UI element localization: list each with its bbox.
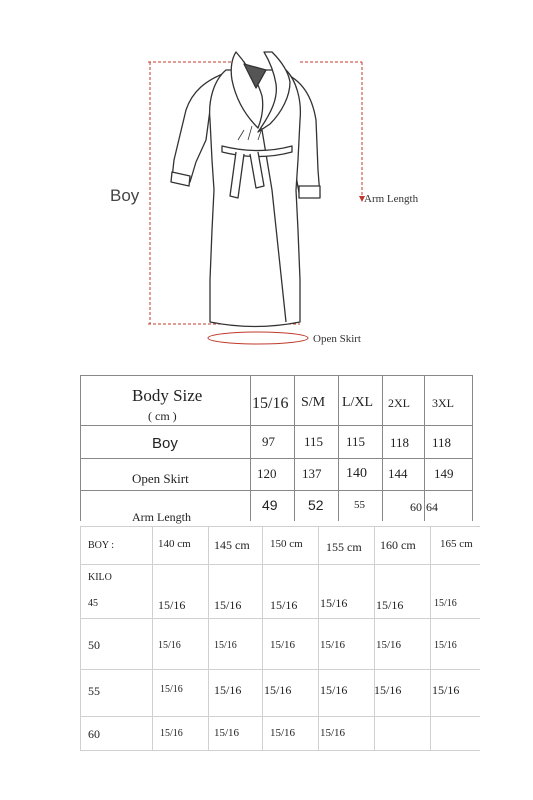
robe-illustration xyxy=(0,0,533,360)
height-header: 165 cm xyxy=(440,538,473,550)
size-header: L/XL xyxy=(342,395,374,410)
size-table xyxy=(80,375,473,524)
size-header: 3XL xyxy=(432,396,454,410)
kilo-height-table xyxy=(80,524,480,764)
size-value: 120 xyxy=(257,466,277,481)
size-value: 118 xyxy=(390,435,410,450)
row-label-boy: Boy xyxy=(152,435,178,452)
weight-label: 50 xyxy=(88,638,100,652)
size-cell: 15/16 xyxy=(320,639,346,651)
size-value: 140 xyxy=(346,466,367,481)
size-value: 149 xyxy=(434,466,454,481)
height-header: 150 cm xyxy=(270,538,303,550)
size-cell: 15/16 xyxy=(214,598,242,612)
size-header: 2XL xyxy=(388,396,410,410)
boy-corner-label: BOY : xyxy=(88,540,115,551)
weight-label: 45 xyxy=(88,598,98,609)
size-cell: 15/16 xyxy=(434,640,457,651)
size-value: 137 xyxy=(302,466,322,481)
size-cell: 15/16 xyxy=(214,640,237,651)
body-size-unit: ( cm ) xyxy=(148,409,177,423)
row-label-open-skirt: Open Skirt xyxy=(132,471,189,486)
size-cell: 15/16 xyxy=(214,727,240,739)
size-cell: 15/16 xyxy=(432,683,460,697)
size-value: 55 xyxy=(354,499,365,511)
size-cell: 15/16 xyxy=(320,727,346,739)
size-cell: 15/16 xyxy=(158,598,186,612)
size-cell: 15/16 xyxy=(270,639,296,651)
open-skirt-label: Open Skirt xyxy=(313,333,361,345)
size-value: 115 xyxy=(304,434,324,449)
size-cell: 15/16 xyxy=(374,683,402,697)
height-header: 140 cm xyxy=(158,538,191,550)
body-size-title: Body Size xyxy=(132,386,203,405)
arm-length-label: Arm Length xyxy=(364,193,419,205)
size-value: 118 xyxy=(432,435,452,450)
size-cell: 15/16 xyxy=(158,640,181,651)
row-label-arm-length: Arm Length xyxy=(132,510,191,524)
size-cell: 15/16 xyxy=(376,639,402,651)
size-value: 60 xyxy=(410,500,422,514)
size-cell: 15/16 xyxy=(434,598,457,609)
size-cell: 15/16 xyxy=(270,727,296,739)
robe-drawing xyxy=(171,52,320,327)
size-header: S/M xyxy=(301,395,326,410)
size-value: 49 xyxy=(262,497,278,513)
weight-label: 55 xyxy=(88,684,100,698)
size-cell: 15/16 xyxy=(214,683,242,697)
height-header: 155 cm xyxy=(326,540,362,554)
size-cell: 15/16 xyxy=(320,683,348,697)
height-header: 145 cm xyxy=(214,538,250,552)
size-cell: 15/16 xyxy=(160,684,183,695)
size-cell: 15/16 xyxy=(264,683,292,697)
size-value: 64 xyxy=(426,500,438,514)
open-skirt-ellipse xyxy=(208,332,308,344)
size-value: 144 xyxy=(388,466,408,481)
size-value: 52 xyxy=(308,497,324,513)
height-header: 160 cm xyxy=(380,538,416,552)
kilo-label: KILO xyxy=(88,572,112,583)
weight-label: 60 xyxy=(88,727,100,741)
size-cell: 15/16 xyxy=(376,598,404,612)
size-value: 97 xyxy=(262,434,275,449)
size-value: 115 xyxy=(346,434,366,449)
size-header: 15/16 xyxy=(252,395,289,412)
boy-label: Boy xyxy=(110,186,140,205)
size-cell: 15/16 xyxy=(160,728,183,739)
size-cell: 15/16 xyxy=(320,596,348,610)
size-cell: 15/16 xyxy=(270,598,298,612)
